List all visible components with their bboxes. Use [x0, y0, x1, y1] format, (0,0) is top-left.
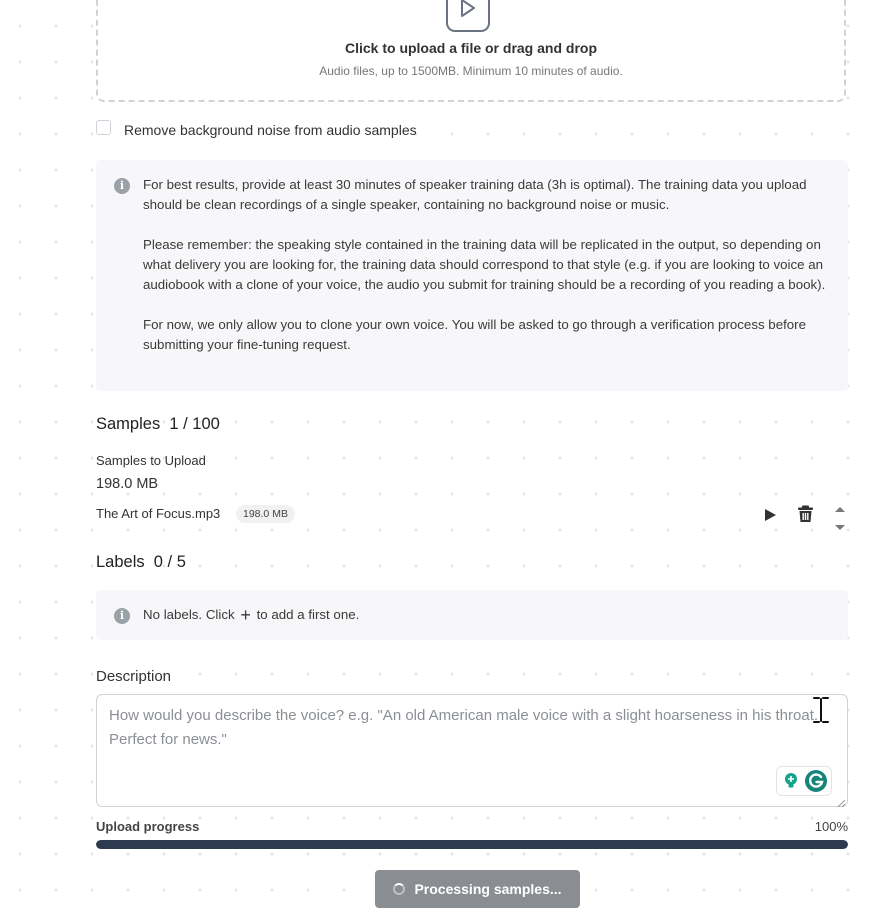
remove-noise-checkbox[interactable] [96, 120, 111, 135]
upload-progress-bar [96, 840, 848, 849]
remove-noise-label[interactable]: Remove background noise from audio samples [124, 122, 417, 138]
sample-move-up-button[interactable] [834, 500, 846, 518]
spinner-icon [393, 883, 405, 895]
labels-empty-text [143, 605, 360, 625]
processing-label: Processing samples... [414, 881, 562, 897]
add-label-plus-icon[interactable]: + [240, 605, 251, 625]
sample-delete-button[interactable] [797, 505, 814, 523]
upload-progress-label: Upload progress [96, 819, 200, 834]
samples-heading: Samples 1 / 100 [96, 415, 220, 433]
trash-icon [797, 505, 814, 523]
sample-file-name: The Art of Focus.mp3 [96, 506, 221, 521]
description-heading: Description [96, 668, 172, 685]
upload-play-icon [446, 0, 490, 32]
labels-empty-after: to add a first one. [256, 607, 360, 622]
sample-move-down-button[interactable] [834, 519, 846, 537]
sample-play-button[interactable] [763, 508, 777, 522]
upload-progress-fill [96, 840, 848, 849]
sample-file-size-badge: 198.0 MB [236, 505, 295, 523]
grammarly-widget[interactable] [776, 766, 832, 796]
lightbulb-icon [785, 773, 797, 788]
upload-subtitle: Audio files, up to 1500MB. Minimum 10 minutes of audio. [319, 64, 623, 78]
upload-progress-percent: 100% [814, 819, 848, 834]
grammarly-icon [805, 770, 827, 792]
play-icon [763, 508, 777, 522]
chevron-down-icon [834, 524, 846, 532]
samples-to-upload-label: Samples to Upload [96, 453, 206, 468]
samples-total-size: 198.0 MB [96, 476, 159, 492]
info-paragraph: Please remember: the speaking style contained in the training data will be replicated in the output, so depending on what delivery you are looking for, the training data should correspond to that style (e.g. if you are looking to voice an audiobook with a clone of your voice, the audio you submit for training should be a recording of you reading a book). [143, 237, 826, 292]
info-paragraph: For best results, provide at least 30 minutes of speaker training data (3h is optimal). The training data you upload should be clean recordings of a single speaker, containing no background noise or music. [143, 177, 807, 212]
info-icon: i [114, 608, 130, 624]
info-paragraph: For now, we only allow you to clone your own voice. You will be asked to go through a verification process before submitting your fine-tuning request. [143, 317, 807, 352]
processing-samples-button[interactable] [375, 870, 580, 908]
labels-heading: Labels 0 / 5 [96, 553, 186, 571]
text-cursor-icon [812, 696, 830, 729]
training-info-text [143, 175, 838, 375]
description-textarea[interactable] [96, 694, 848, 807]
info-icon: i [114, 178, 130, 194]
chevron-up-icon [834, 505, 846, 513]
resize-handle-icon[interactable] [836, 795, 846, 813]
upload-title[interactable]: Click to upload a file or drag and drop [344, 40, 598, 56]
labels-empty-before: No labels. Click [143, 607, 235, 622]
